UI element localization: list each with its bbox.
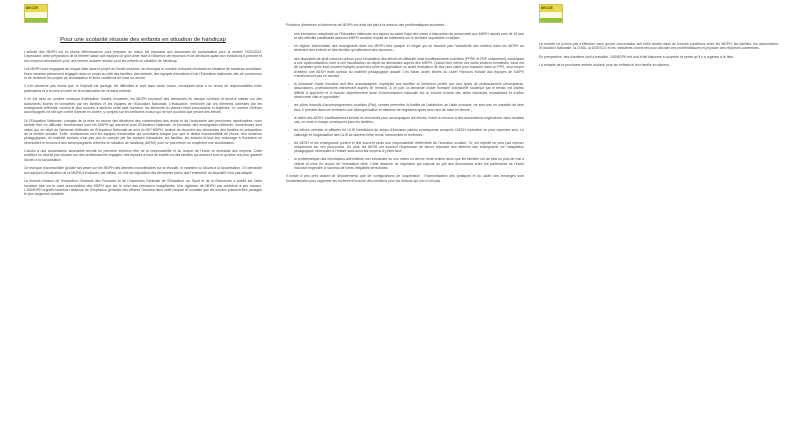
list-item: - une exemption unilatérale de l'Education Nationale du respect du cadre légal des mises à disposition de personnels aux MDPH depuis près de 15 ans et des effectifs insuffisants dans les MDPH rendant l'équité de traitement sur le territoire impossible à réaliser ; xyxy=(294,32,524,41)
page-column-3 xyxy=(539,4,779,72)
logo-label: BIKOZE xyxy=(26,6,39,10)
paragraph: En perspective, des chantiers sont à travailler, l'ADMDPH est tout à fait disposée à coopérer et pense qu'il y a urgence à le faire. xyxy=(539,54,735,59)
page-column-1 xyxy=(24,4,262,201)
closing-paragraph: Il existe à peu près autant de départements que de configurations de coopération : l'harmonisation des pratiques et du cadre des échanges sont fondamentales pour organiser les rentrées et trouver des solutions pour les enfants qui n'en n'ont pas. xyxy=(286,174,524,183)
admdph-logo xyxy=(24,4,48,23)
admdph-logo xyxy=(539,4,563,23)
list-item: - le statut des AESH, insuffisamment formés et rémunérés pour accompagner les élèves, induit un recours à des associations engendrant, dans certains cas, un reste à charge conséquent pour les familles ; xyxy=(294,116,524,125)
list-item: - la problématique des orientations alternatives non existantes ou non mises en œuvre reste entière alors que les familles ont de plus en plus de mal à obtenir la mise en œuvre de l'orientation cible. Cette absence de régulation qui s'ajoute au gré des discussions entre les partenaires de l'école inclusive engendre à nouveau de fortes inégalités territoriales. xyxy=(294,157,524,170)
page-column-2 xyxy=(286,4,524,187)
document-title: Pour une scolarité réussie des enfants en situation de handicap xyxy=(60,37,226,43)
list-item: - la demande d'aide humaine doit être accompagnée, expliquée aux familles et fortement portée par tous types de professionnels (enseignants, associations, professionnels intervenant auprès de l'enfant). À ce jour, la demande d'aide humaine individuelle soutenue par le terrain est parfois difficile à apprécier et à évaluer objectivement faute d'harmonisation nationale sur le volume horaire des aides humaines mutualisées et d'arbre décisionnel clair et opposable ; xyxy=(294,82,524,99)
paragraph: Ce manque d'accessibilité globale fait peser sur les MDPH des attentes considérables sur la réussite, le maintien ou l'accès à la scolarisation. On demande aux équipes d'évaluation de la MDPH d'endosser, par défaut, un rôle de régulateur des demandes parce que l'ensemble du dispositif n'est pas adapté. xyxy=(24,166,262,175)
intro-paragraph: Plusieurs directrices et directeurs de MDPH ont ainsi fait part à la mission des problématiques suivantes : xyxy=(286,23,447,27)
list-item: - les pôles inclusifs d'accompagnement localisés (Pial), censés permettre la fluidité de l'attribution de l'aide humaine, ne sont pas en capacité de faire face. Il persiste dans les territoires une désorganisation et absence de régulation après deux ans de mise en œuvre ; xyxy=(294,103,524,112)
paragraph: Les MDPH sont engagées de longue date dans le projet de l'école inclusive, en témoigne le nombre croissant d'enfants en situation de handicap scolarisés. Nous sommes pleinement engagés dans ce projet au côté des familles, des enfants, des équipes éducatives et de l'Education Nationale, afin de promouvoir et de renforcer les projets de scolarisation et leurs conditions de mise en œuvre. xyxy=(24,67,262,80)
list-item: - les élèves orientés et affectés en ULIS bénéficient de temps d'inclusion parfois conséquents auxquels l'AESH mutualisé ne peut répondre seul. Le calibrage et l'organisation des ULIS se doivent d'être revus, harmonisés et renforcés ; xyxy=(294,128,524,137)
list-item: - un régime indemnitaire des enseignants dans les MDPH très opaque et inégal qui ne favorise pas l'attractivité des métiers dans les MDPH au détriment des enfants et des familles qui attendent des réponses ; xyxy=(294,44,524,53)
paragraph: Or l'Education Nationale, chargée de la mise en œuvre des décisions des commissions des droits et de l'autonomie des personnes handicapées, nous semble être en difficulté. Nombreuses sont les MDPH qui assurent pour l'Education Nationale, la formation des enseignants référents, nombreuses sont celles qui, en dépit de l'absence d'effectifs de l'Education Nationale au sein du GIP MDPH, tentent de répondre aux demandes des familles en préparation de la rentrée scolaire. Enfin, nombreuses sont les équipes d'évaluation qui constatent chaque jour que le défaut d'accessibilité de l'école, des contenus pédagogiques, du matériel scolaire n'est pas pris en compte par les équipes éducatives, les familles, les enfants et tout leur entourage à l'inclusion ne nécessitent le recours à des accompagnants d'élèves en situation de handicap (AESH) pour ne pas freiner ou empêcher une scolarisation. xyxy=(24,118,262,145)
paragraph: L'activité des MDPH est en pleine effervescence pour préparer au mieux les réponses aux demandes de scolarisation pour la rentrée 2022/2023. Cependant, cette préparation de la rentrée laisse aux équipes un goût amer face à l'absence de réponses et de décisions quant aux évolutions à prendre et aux moyens nécessaires pour une rentrée scolaire réussie pour les enfants en situation de handicap. xyxy=(24,50,262,63)
paragraph: La rentrée ne pourra pas s'effectuer sans qu'une concertation soit enfin lancée dans de bonnes conditions entre les MDPH, les familles, les associations, l'Education Nationale, la CNSA, la DGESCO et les ministères concernés pour aborder ces problématiques et proposer des réponses cohérentes. xyxy=(539,42,779,51)
paragraph: L'accès à une scolarisation accessible devrait en première intention être de la responsabilité et du ressort de l'école et nécessite des moyens. Cette ambition ne devrait pas reposer sur des professionnels engagés, des équipes à bout de souffle ou des familles qui donnent tout ce qu'elles ont pour garantir l'accès à la scolarisation. xyxy=(24,149,262,162)
paragraph: Il en est ainsi du nombre croissant d'attribution d'aides humaines, les MDPH reçoivent des demandes en hausse continue et doivent statuer sur des documents fournis et complétés par les familles et les équipes de l'Education Nationale. L'évaluation, renforcée par les éléments adressés par les enseignants référents, conduit le plus souvent à attribuer cette aide humaine, les éléments du dossier étant concordants et légitimes. Le nombre d'élèves accompagnés ne fait que croître d'année en année, y compris sur les territoires ruraux qui ne font pourtant que perdre des élèves. xyxy=(24,97,262,115)
paragraph: La réussite de la prochaine rentrée scolaire pour les enfants et leur famille en dépend. xyxy=(539,63,670,68)
issues-list xyxy=(286,32,524,171)
list-item: - des dispositifs de droit commun prévus pour l'évaluation des élèves en difficulté mais insuffisamment mobilisés (PPRE et PAP notamment) conduisant à une systématisation voire à une banalisation du dépôt de demandes auprès des MDPH. Quand bien même ces outils seraient formalisés, force est de constater qu'ils sont souvent balayés avant leur mise en application ou avant évaluation de leur plus-value pour basculer dans un PPS, seul moyen d'obtenir une AESH mais surtout du matériel pédagogique adapté. Les futurs accès limités du Livret Parcours inclusif aux équipes de MDPH n'amélioreront pas ce constat ; xyxy=(294,57,524,79)
paragraph: La récente mission de l'Inspection Générale des Finances et de l'Inspection Générale de l'Education, du Sport et de la Recherche a pointé sur l'aide humaine tant sur le volet prescriptions des MDPH que sur le volet des prévisions budgétaires. Une vigilance de MDPH par contribué à ces travaux. L'ADMDPH regrette toutefois l'absence de l'Inspection générale des Affaires Sociales dans cette mission et souhaite que les travaux puissent être partagés le plus largement possible. xyxy=(24,179,262,197)
list-item: - les AESH et les enseignants portent in fine souvent seuls une responsabilité d'effectivité de l'inclusion scolaire. Or, cet objectif ne peut pas reposer uniquement sur ces personnels. De plus, les AESH ont souvent l'impression de devoir répondre aux attentes des enseignants sur l'adaptation pédagogique nécessaire à l'enfant sans avoir les moyens d'y faire face ; xyxy=(294,141,524,154)
paragraph: Il n'en demeure pas moins que, si l'objectif est partagé, les difficultés le sont sans doute moins, conduisant ainsi à un renvoi de responsabilités entre partenaires et à la mise en péril de la scolarisation de certains enfants. xyxy=(24,84,262,93)
logo-label: BIKOZE xyxy=(541,6,554,10)
